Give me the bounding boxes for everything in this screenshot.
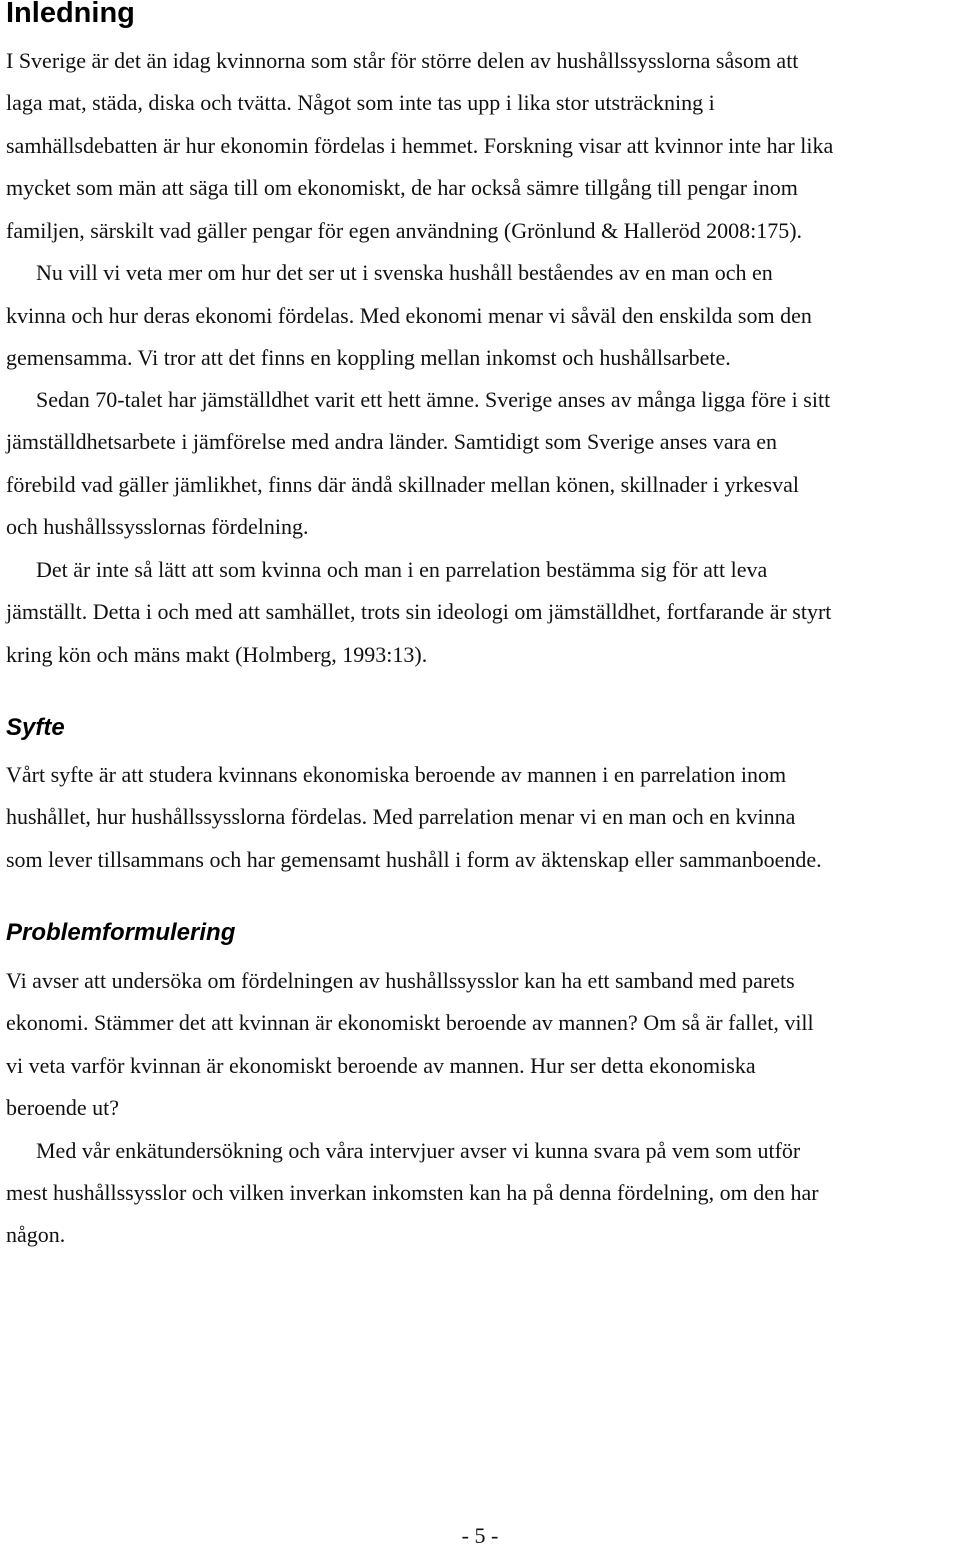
inledning-line: kvinna och hur deras ekonomi fördelas. Med ekonomi menar vi såväl den enskilda som den (6, 303, 812, 328)
inledning-line: Sedan 70-talet har jämställdhet varit ett hett ämne. Sverige anses av många ligga före i sitt (36, 387, 831, 412)
inledning-line: I Sverige är det än idag kvinnorna som står för större delen av hushållssysslorna såsom att (6, 48, 799, 73)
inledning-line: Det är inte så lätt att som kvinna och man i en parrelation bestämma sig för att leva (36, 557, 768, 582)
inledning-line: kring kön och mäns makt (Holmberg, 1993:13). (6, 642, 428, 667)
inledning-line: jämställdhetsarbete i jämförelse med andra länder. Samtidigt som Sverige anses vara en (6, 429, 777, 454)
syfte-line: som lever tillsammans och har gemensamt hushåll i form av äktenskap eller sammanboende. (6, 847, 822, 872)
problem-line: Med vår enkätundersökning och våra intervjuer avser vi kunna svara på vem som utför (36, 1138, 801, 1163)
heading-syfte: Syfte (6, 714, 65, 741)
inledning-line: Nu vill vi veta mer om hur det ser ut i svenska hushåll beståendes av en man och en (36, 260, 773, 285)
problem-line: vi veta varför kvinnan är ekonomiskt beroende av mannen. Hur ser detta ekonomiska (6, 1053, 756, 1078)
inledning-line: laga mat, städa, diska och tvätta. Något som inte tas upp i lika stor utsträckning i (6, 90, 715, 115)
syfte-line: hushållet, hur hushållssysslorna fördelas. Med parrelation menar vi en man och en kvinna (6, 804, 796, 829)
inledning-line: mycket som män att säga till om ekonomiskt, de har också sämre tillgång till pengar inom (6, 175, 798, 200)
problem-line: någon. (6, 1222, 66, 1247)
inledning-line: samhällsdebatten är hur ekonomin fördelas i hemmet. Forskning visar att kvinnor inte har lika (6, 133, 834, 158)
problem-line: Vi avser att undersöka om fördelningen av hushållssysslor kan ha ett samband med parets (6, 968, 795, 993)
inledning-line: och hushållssysslornas fördelning. (6, 514, 309, 539)
problem-line: ekonomi. Stämmer det att kvinnan är ekonomiskt beroende av mannen? Om så är fallet, vill (6, 1010, 814, 1035)
heading-problemformulering: Problemformulering (6, 919, 236, 946)
problem-line: beroende ut? (6, 1095, 119, 1120)
inledning-line: gemensamma. Vi tror att det finns en koppling mellan inkomst och hushållsarbete. (6, 345, 731, 370)
inledning-line: familjen, särskilt vad gäller pengar för egen användning (Grönlund & Halleröd 2008:175). (6, 218, 803, 243)
heading-inledning: Inledning (6, 0, 135, 29)
syfte-line: Vårt syfte är att studera kvinnans ekonomiska beroende av mannen i en parrelation inom (6, 762, 787, 787)
inledning-line: förebild vad gäller jämlikhet, finns där ändå skillnader mellan könen, skillnader i yrkesval (6, 472, 799, 497)
page-number: - 5 - (461, 1523, 499, 1548)
problem-line: mest hushållssysslor och vilken inverkan inkomsten kan ha på denna fördelning, om den har (6, 1180, 819, 1205)
inledning-line: jämställt. Detta i och med att samhället, trots sin ideologi om jämställdhet, fortfarande är styrt (6, 599, 832, 624)
